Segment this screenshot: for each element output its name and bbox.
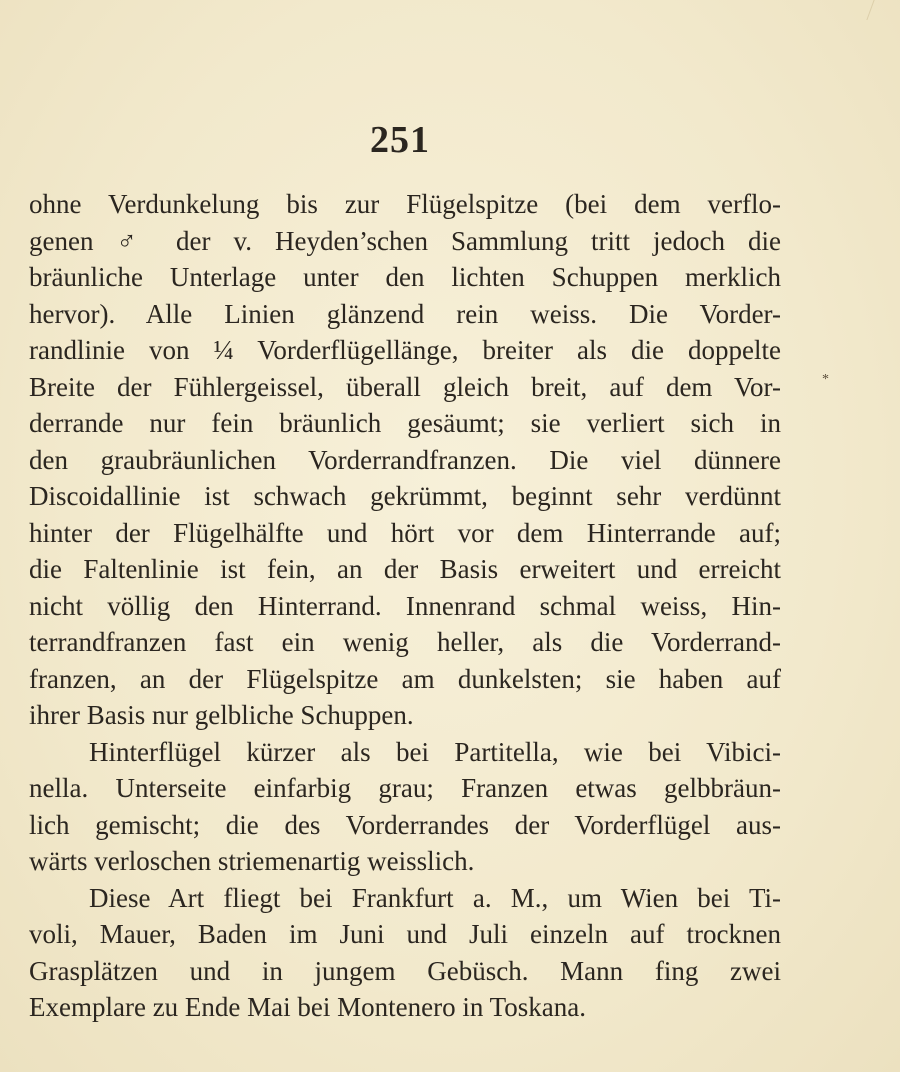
text-line: derrande nur fein bräunlich gesäumt; sie verliert sich in (29, 408, 781, 438)
paragraph (29, 880, 781, 1026)
text-line: voli, Mauer, Baden im Juni und Juli einzeln auf trocknen (29, 919, 781, 949)
text-line: ohne Verdunkelung bis zur Flügelspitze (bei dem verflo- (29, 189, 781, 219)
text-line: Hinterflügel kürzer als bei Partitella, wie bei Vibici- (89, 736, 781, 767)
text-line: genen ♂ der v. Heyden’schen Sammlung tritt jedoch die (29, 225, 781, 256)
text-line: wärts verloschen striemenartig weisslich. (29, 846, 475, 876)
text-line: nicht völlig den Hinterrand. Innenrand schmal weiss, Hin- (29, 590, 781, 621)
page-number: 251 (370, 119, 430, 161)
margin-mark: * (822, 372, 829, 387)
text-line: lich gemischt; die des Vorderrandes der Vorderflügel aus- (29, 809, 781, 840)
text-line: Breite der Fühlergeissel, überall gleich breit, auf dem Vor- (29, 371, 781, 402)
text-line: hervor). Alle Linien glänzend rein weiss. Die Vorder- (29, 298, 781, 329)
text-line: nella. Unterseite einfarbig grau; Franzen etwas gelbbräun- (29, 773, 781, 803)
text-line: randlinie von ¼ Vorderflügellänge, breiter als die doppelte (29, 335, 781, 365)
text-line: die Faltenlinie ist fein, an der Basis erweitert und erreicht (29, 554, 781, 584)
text-line: ihrer Basis nur gelbliche Schuppen. (29, 700, 414, 730)
text-line: Diese Art fliegt bei Frankfurt a. M., um Wien bei Ti- (89, 882, 781, 913)
paragraph (29, 734, 781, 880)
text-line: franzen, an der Flügelspitze am dunkelsten; sie haben auf (29, 663, 781, 694)
text-line: Grasplätzen und in jungem Gebüsch. Mann fing zwei (29, 955, 781, 986)
text-line: den graubräunlichen Vorderrandfranzen. Die viel dünnere (29, 444, 781, 475)
paragraph (29, 186, 781, 734)
text-line: Discoidallinie ist schwach gekrümmt, beginnt sehr verdünnt (29, 481, 781, 511)
text-line: bräunliche Unterlage unter den lichten Schuppen merklich (29, 262, 781, 292)
body-text (29, 186, 781, 1026)
text-line: terrandfranzen fast ein wenig heller, als die Vorderrand- (29, 627, 781, 657)
page-corner-crease (866, 0, 900, 20)
text-line: Exemplare zu Ende Mai bei Montenero in Toskana. (29, 992, 586, 1022)
text-line: hinter der Flügelhälfte und hört vor dem Hinterrande auf; (29, 517, 781, 548)
